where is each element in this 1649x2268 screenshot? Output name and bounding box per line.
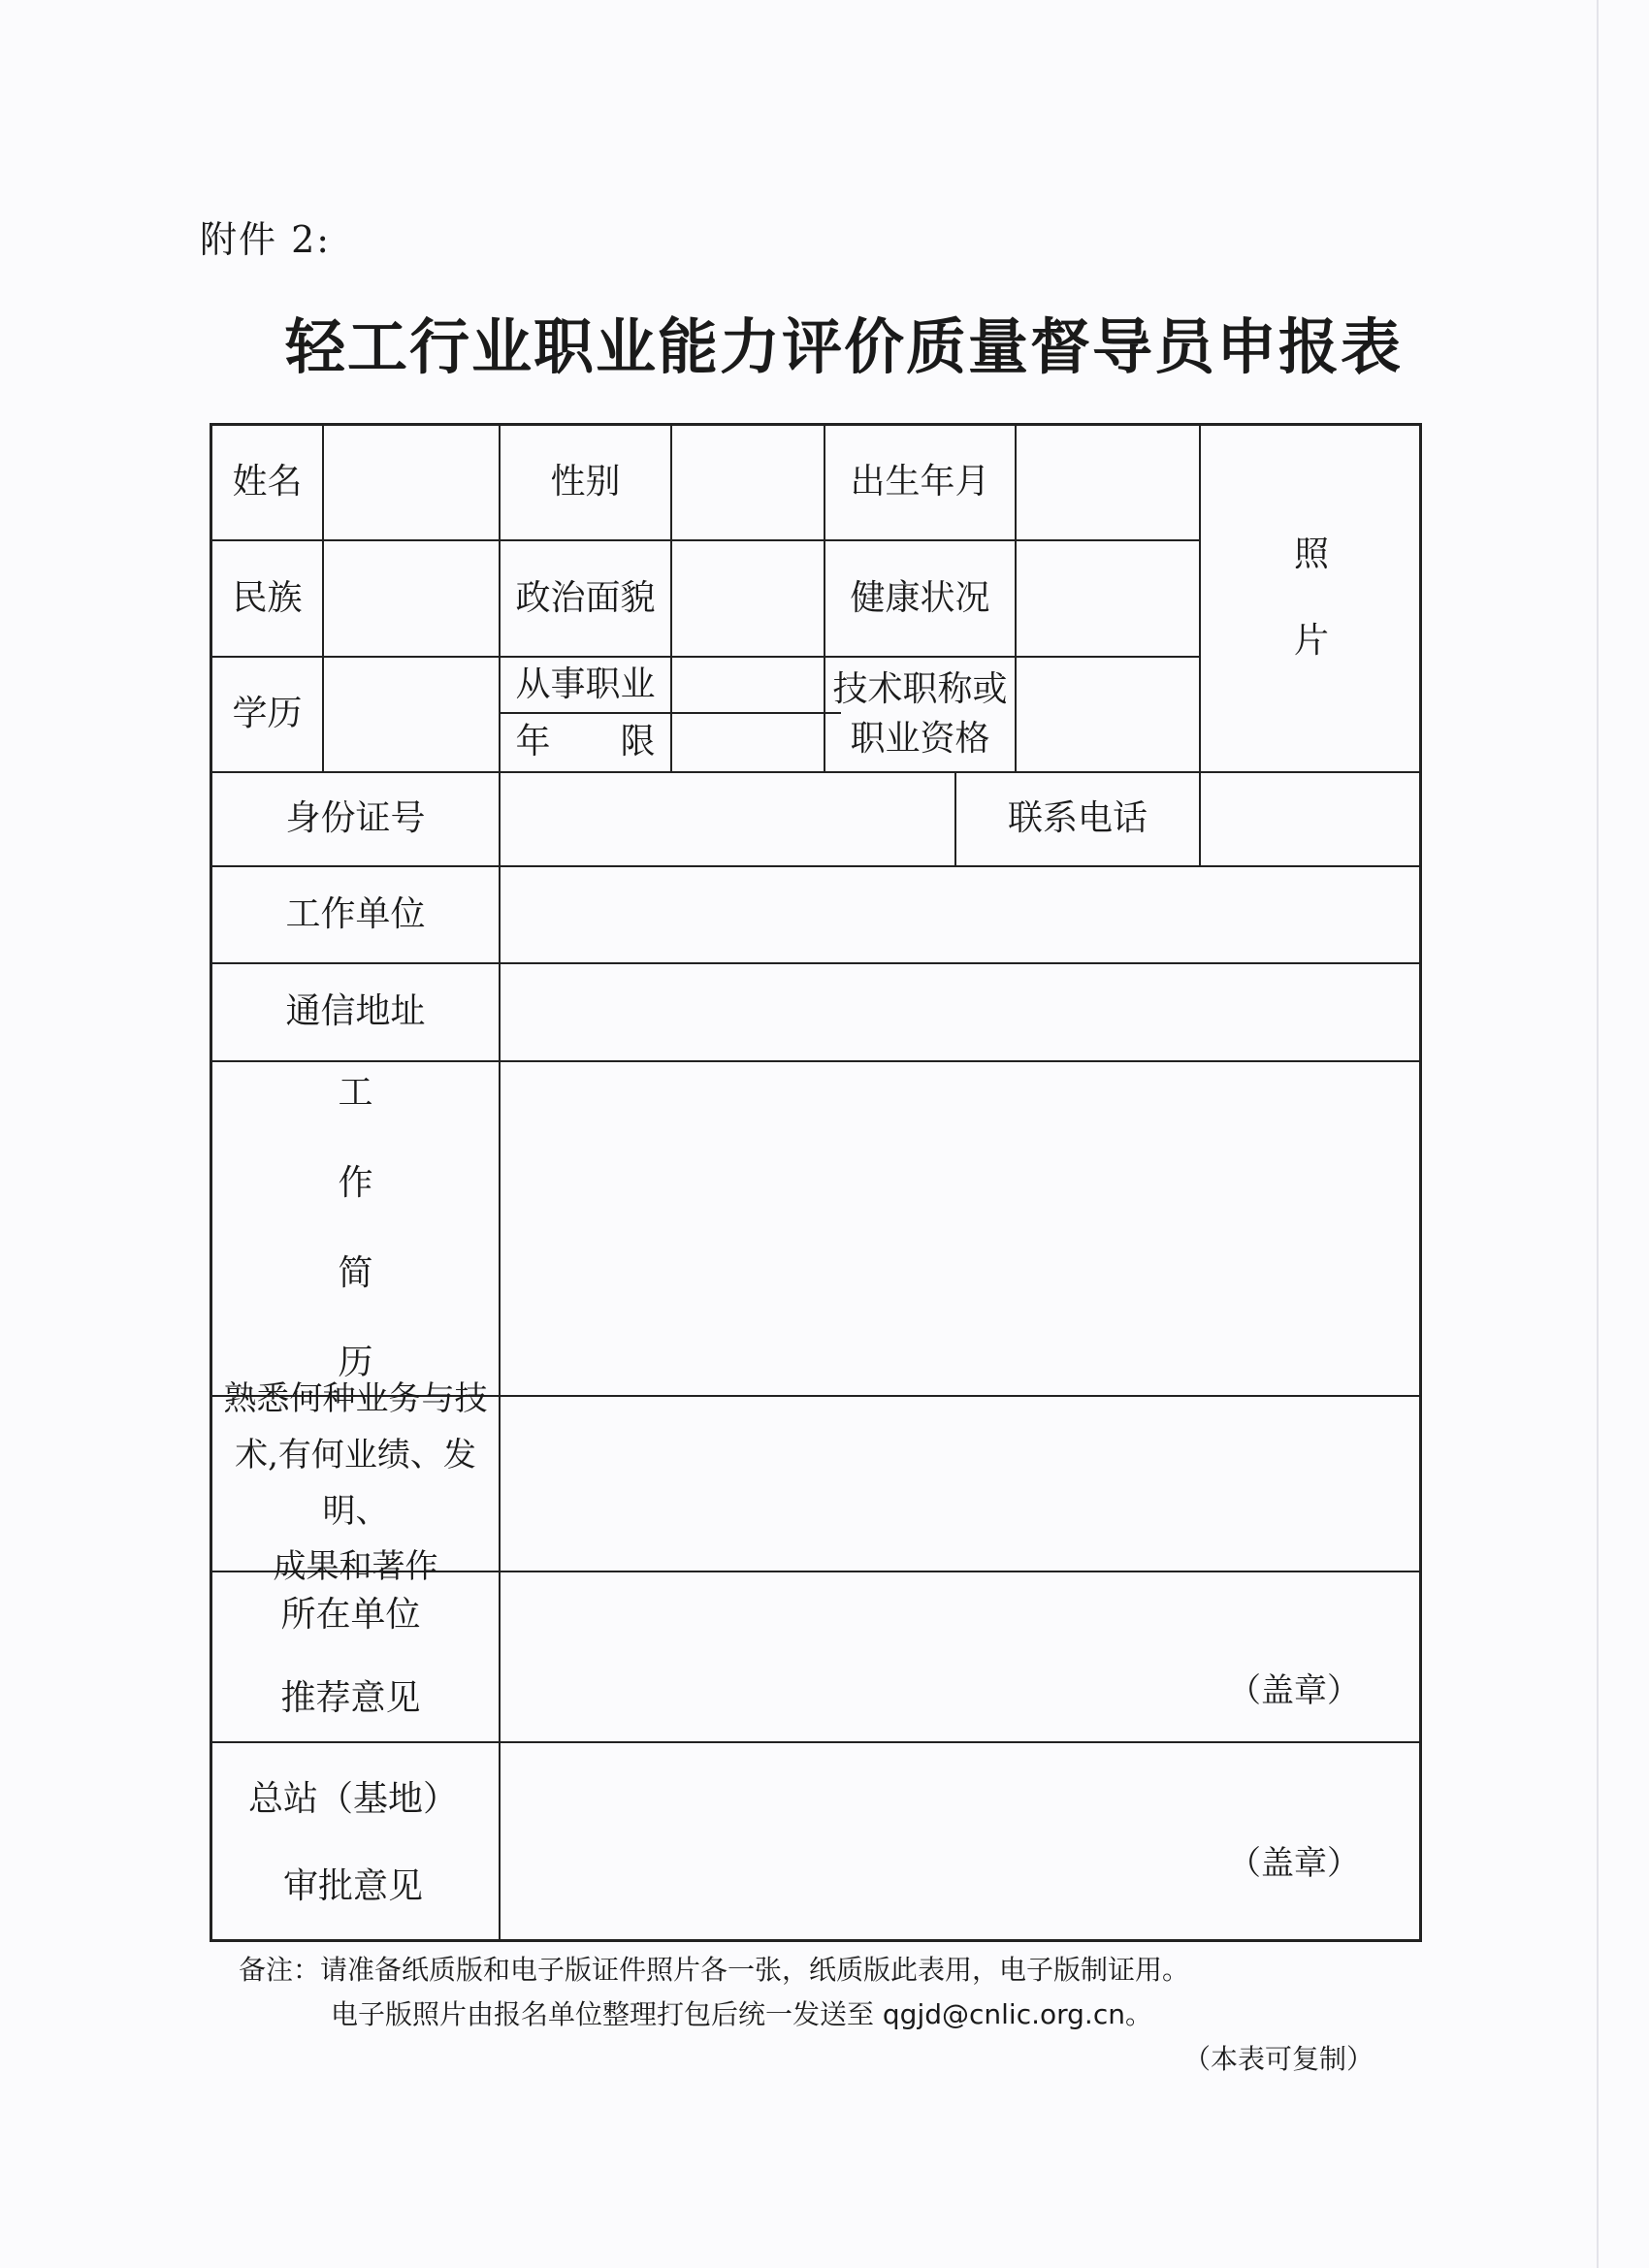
years-label-line2: 年 限 xyxy=(515,722,656,762)
unit-opinion-label xyxy=(212,1572,489,1741)
education-field[interactable] xyxy=(324,658,499,771)
years-field[interactable] xyxy=(672,658,824,771)
expertise-label xyxy=(212,1378,499,1587)
title-label-line2: 职业资格 xyxy=(850,718,990,759)
ethnicity-label: 民族 xyxy=(232,577,303,618)
resume-char-1: 工 xyxy=(338,1073,373,1114)
station-seal-label: （盖章） xyxy=(1228,1844,1360,1884)
resume-char-3: 简 xyxy=(338,1252,373,1293)
id-number-label: 身份证号 xyxy=(285,798,426,839)
address-field[interactable] xyxy=(501,964,1422,1060)
resume-char-2: 作 xyxy=(338,1162,373,1203)
ethnicity-field[interactable] xyxy=(324,541,499,656)
years-label-line1: 从事职业 xyxy=(515,664,656,704)
birth-field[interactable] xyxy=(1017,426,1199,539)
unit-opinion-line2: 推荐意见 xyxy=(280,1678,421,1718)
application-form-table xyxy=(210,423,1422,1942)
health-label: 健康状况 xyxy=(850,577,990,618)
title-field[interactable] xyxy=(1017,658,1199,771)
notes-line1: 备注：请准备纸质版和电子版证件照片各一张，纸质版此表用，电子版制证用。 xyxy=(239,1954,1190,1986)
resume-label xyxy=(212,1062,499,1395)
address-label: 通信地址 xyxy=(285,991,426,1032)
education-label: 学历 xyxy=(232,694,303,734)
workplace-label: 工作单位 xyxy=(285,893,426,934)
unit-seal-label: （盖章） xyxy=(1228,1671,1360,1711)
photo-char-1: 照 xyxy=(1293,535,1329,575)
resume-field[interactable] xyxy=(501,1062,1422,1395)
health-field[interactable] xyxy=(1017,541,1199,656)
gender-field[interactable] xyxy=(672,426,824,539)
gender-label: 性别 xyxy=(550,462,621,502)
station-approval-label xyxy=(212,1743,494,1942)
politics-label: 政治面貌 xyxy=(515,577,656,618)
expertise-line1: 熟悉何种业务与技 xyxy=(223,1378,488,1418)
photo-box[interactable] xyxy=(1201,426,1422,771)
notes-line2: 电子版照片由报名单位整理打包后统一发送至 qgjd@cnlic.org.cn。 xyxy=(331,1998,1152,2030)
unit-opinion-line1: 所在单位 xyxy=(280,1594,421,1635)
resume-char-4: 历 xyxy=(338,1343,373,1383)
station-line1: 总站（基地） xyxy=(247,1778,458,1819)
id-number-field[interactable] xyxy=(501,773,954,865)
name-field[interactable] xyxy=(324,426,499,539)
workplace-field[interactable] xyxy=(501,867,1422,962)
name-label: 姓名 xyxy=(232,462,303,502)
station-line2: 审批意见 xyxy=(282,1865,423,1906)
politics-field[interactable] xyxy=(672,541,824,656)
birth-label: 出生年月 xyxy=(850,462,990,502)
expertise-field[interactable] xyxy=(501,1397,1422,1571)
phone-label: 联系电话 xyxy=(1007,798,1148,839)
expertise-line2: 术,有何业绩、发明、 xyxy=(235,1435,476,1531)
phone-field[interactable] xyxy=(1201,773,1422,865)
title-qualification-label xyxy=(825,658,1015,771)
notes-line3: （本表可复制） xyxy=(1182,2043,1374,2075)
expertise-line3: 成果和著作 xyxy=(273,1547,438,1587)
form-title: 轻工行业职业能力评价质量督导员申报表 xyxy=(284,311,1403,382)
title-label-line1: 技术职称或 xyxy=(832,669,1008,710)
photo-char-2: 片 xyxy=(1293,621,1329,661)
notes xyxy=(239,1948,1441,2082)
attachment-label: 附件 2: xyxy=(200,218,332,261)
